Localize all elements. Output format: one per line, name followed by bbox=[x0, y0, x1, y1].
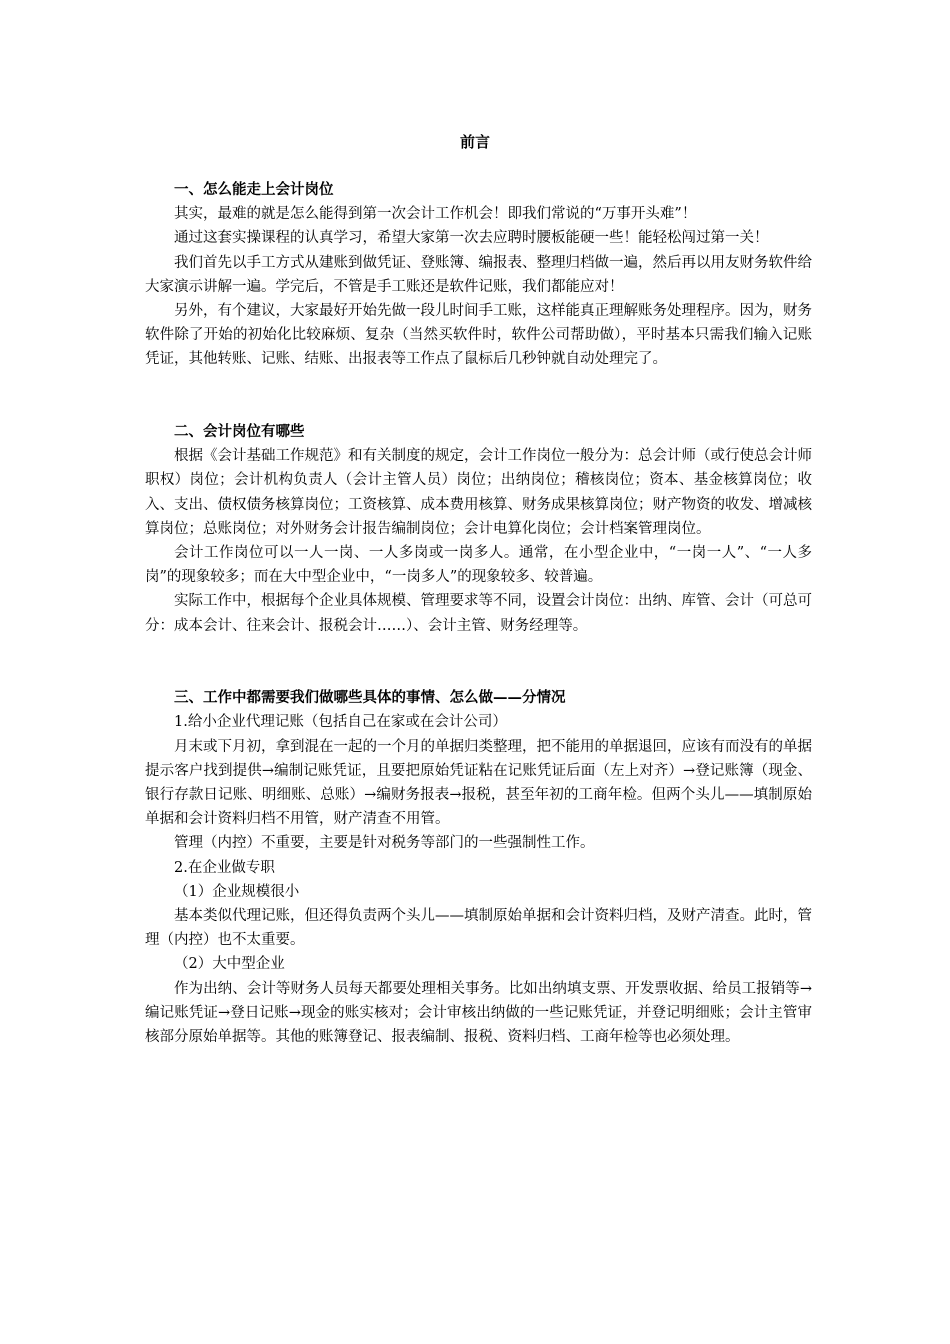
document-body bbox=[145, 178, 812, 1049]
paragraph: 实际工作中，根据每个企业具体规模、管理要求等不同，设置会计岗位：出纳、库管、会计（可总可分：成本会计、往来会计、报税会计……）、会计主管、财务经理等。 bbox=[145, 593, 812, 634]
section-heading: 二、会计岗位有哪些 bbox=[174, 423, 305, 440]
blank-line bbox=[145, 638, 812, 662]
blank-line bbox=[145, 396, 812, 420]
paragraph: 另外，有个建议，大家最好开始先做一段儿时间手工账，这样能真正理解账务处理程序。因为，财务软件除了开始的初始化比较麻烦、复杂（当然买软件时，软件公司帮助做），平时基本只需我们输入记账凭证，其他转账、记账、结账、出报表等工作点了鼠标后几秒钟就自动处理完了。 bbox=[145, 303, 812, 368]
paragraph: （1）企业规模很小 bbox=[174, 883, 300, 900]
paragraph: 1.给小企业代理记账（包括自己在家或在会计公司） bbox=[174, 714, 507, 731]
paragraph: 会计工作岗位可以一人一岗、一人多岗或一岗多人。通常，在小型企业中，“一岗一人”、“一人多岗”的现象较多；而在大中型企业中，“一岗多人”的现象较多、较普遍。 bbox=[145, 545, 812, 586]
paragraph: 通过这套实操课程的认真学习，希望大家第一次去应聘时腰板能硬一些！能轻松闯过第一关！ bbox=[174, 230, 769, 247]
paragraph: 管理（内控）不重要，主要是针对税务等部门的一些强制性工作。 bbox=[174, 835, 595, 852]
paragraph: 月末或下月初，拿到混在一起的一个月的单据归类整理，把不能用的单据退回，应该有而没有的单据提示客户找到提供→编制记账凭证，且要把原始凭证粘在记账凭证后面（左上对齐）→登记账簿（现金、银行存款日记账、明细账、总账）→编财务报表→报税，甚至年初的工商年检。但两个头儿——填制原始单据和会计资料归档不用管，财产清查不用管。 bbox=[145, 738, 812, 828]
paragraph: 根据《会计基础工作规范》和有关制度的规定，会计工作岗位一般分为：总会计师（或行使总会计师职权）岗位；会计机构负责人（会计主管人员）岗位；出纳岗位；稽核岗位；资本、基金核算岗位；收入、支出、债权债务核算岗位；工资核算、成本费用核算、财务成果核算岗位；财产物资的收发、增减核算岗位；总账岗位；对外财务会计报告编制岗位；会计电算化岗位；会计档案管理岗位。 bbox=[145, 448, 812, 537]
paragraph: 基本类似代理记账，但还得负责两个头儿——填制原始单据和会计资料归档，及财产清查。此时，管理（内控）也不太重要。 bbox=[145, 908, 812, 949]
paragraph: 其实，最难的就是怎么能得到第一次会计工作机会！即我们常说的“万事开头难”！ bbox=[174, 206, 697, 223]
paragraph: 2.在企业做专职 bbox=[174, 859, 275, 876]
paragraph: 作为出纳、会计等财务人员每天都要处理相关事务。比如出纳填支票、开发票收据、给员工报销等→编记账凭证→登日记账→现金的账实核对；会计审核出纳做的一些记账凭证，并登记明细账；会计主管审核部分原始单据等。其他的账簿登记、报表编制、报税、资料归档、工商年检等也必须处理。 bbox=[145, 980, 812, 1046]
section-heading: 一、怎么能走上会计岗位 bbox=[174, 181, 334, 198]
blank-line bbox=[145, 372, 812, 396]
paragraph: （2）大中型企业 bbox=[174, 956, 285, 973]
paragraph: 我们首先以手工方式从建账到做凭证、登账簿、编报表、整理归档做一遍，然后再以用友财务软件给大家演示讲解一遍。学完后，不管是手工账还是软件记账，我们都能应对！ bbox=[145, 254, 812, 295]
blank-line bbox=[145, 662, 812, 686]
section-heading: 三、工作中都需要我们做哪些具体的事情、怎么做——分情况 bbox=[174, 689, 566, 707]
page-title: 前言 bbox=[459, 133, 490, 151]
